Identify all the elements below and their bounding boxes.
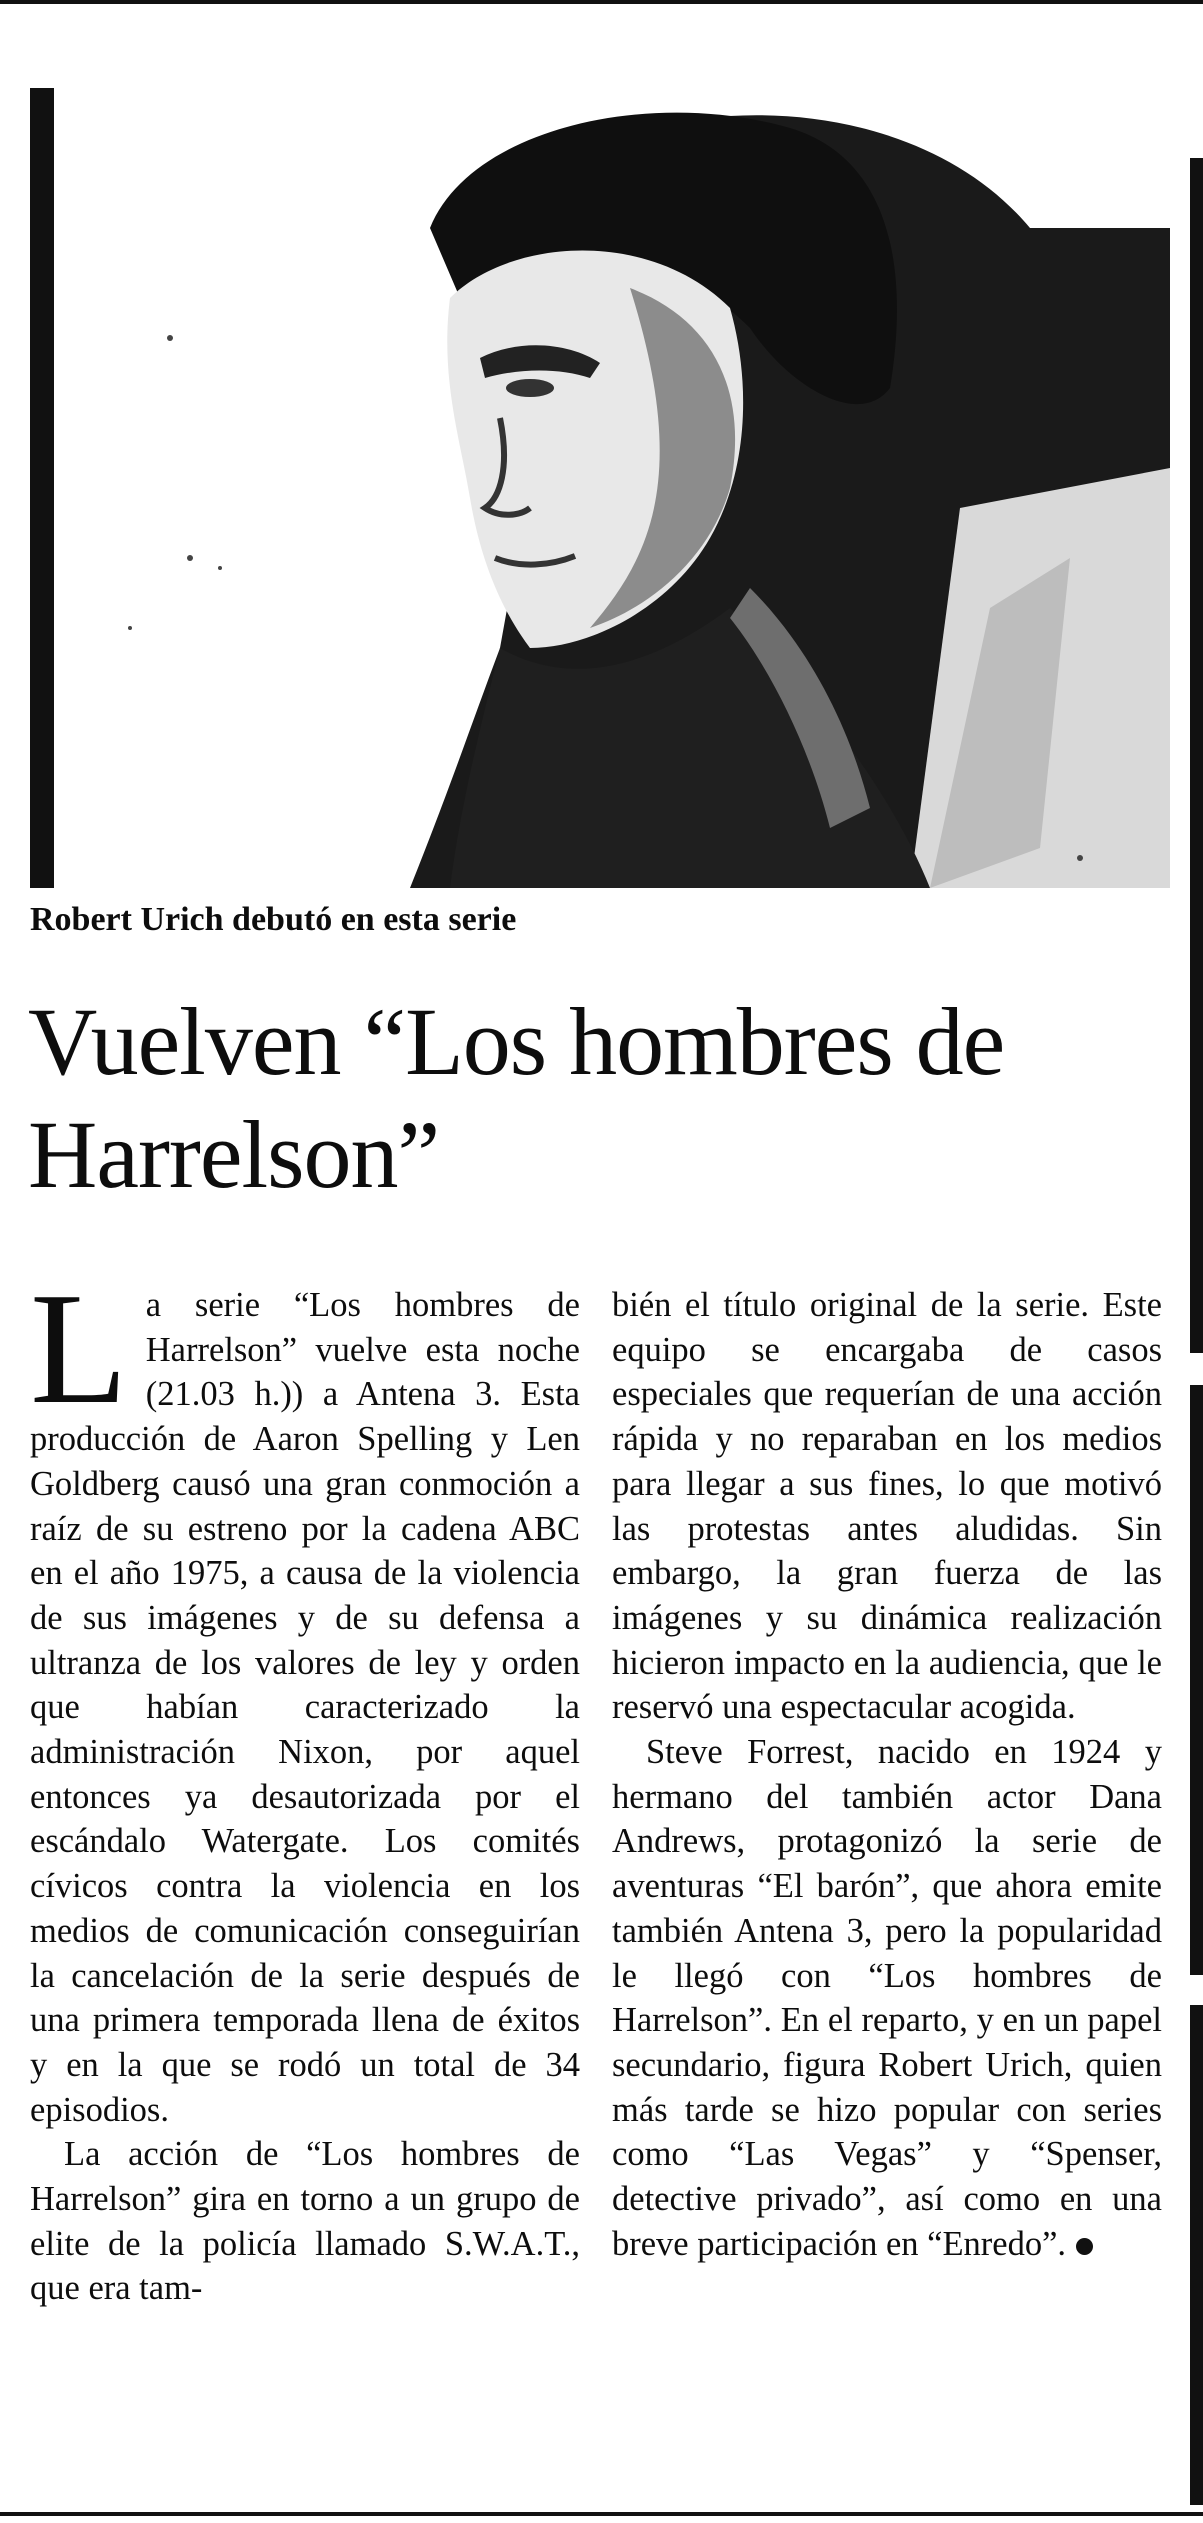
top-rule [0, 0, 1203, 4]
article-column-right [612, 1283, 1162, 2266]
end-mark-icon [1076, 2238, 1093, 2255]
page-edge-bar [1190, 2005, 1203, 2505]
page-edge-bar [1190, 158, 1203, 1353]
page-edge-bar [1190, 1385, 1203, 1975]
photo-caption: Robert Urich debutó en esta serie [30, 901, 517, 938]
article-column-left [30, 1259, 580, 2311]
article-paragraph [612, 1730, 1162, 2266]
portrait-image [30, 88, 1170, 888]
article-paragraph [30, 1259, 580, 2132]
bottom-rule [0, 2512, 1203, 2516]
article-paragraph: bién el título original de la serie. Este equipo se encargaba de casos especiales que requerían de una acción rápida y no reparaban en los medios para llegar a sus fines, lo que motivó las protestas antes aludidas. Sin embargo, la gran fuerza de las imágenes y su dinámica realización hicieron impacto en la audiencia, que le reservó una espectacular acogida. [612, 1286, 1162, 1727]
paragraph-text: a serie “Los hombres de Harrelson” vuelve esta noche (21.03 h.)) a Antena 3. Esta producción de Aaron Spelling y Len Goldberg causó una gran conmoción a raíz de su estreno por la cadena ABC en el año 1975, a causa de la violencia de sus imágenes y de su defensa a ultranza de los valores de ley y orden que habían caracterizado la administración Nixon, por aquel entonces ya desautorizada por el escándalo Watergate. Los comités cívicos contra la violencia en los medios de comunicación conseguirían la cancelación de la serie después de una primera temporada llena de éxitos y en la que se rodó un total de 34 episodios. [30, 1286, 580, 2129]
article-headline: Vuelven “Los hombres de Harrelson” [28, 988, 1005, 1208]
drop-cap: L [30, 1259, 128, 1437]
article-photo [30, 88, 1170, 888]
article-paragraph: La acción de “Los hombres de Harrelson” gira en torno a un grupo de elite de la policía llamado S.W.A.T., que era tam- [30, 2135, 580, 2308]
paragraph-text: Steve Forrest, nacido en 1924 y hermano del también actor Dana Andrews, protagonizó la serie de aventuras “El barón”, que ahora emite también Antena 3, pero la popularidad le llegó con “Los hombres de Harrelson”. En el reparto, y en un papel secundario, figura Robert Urich, quien más tarde se hizo popular con series como “Las Vegas” y “Spenser, detective privado”, así como en una breve participación en “Enredo”. [612, 1733, 1162, 2263]
